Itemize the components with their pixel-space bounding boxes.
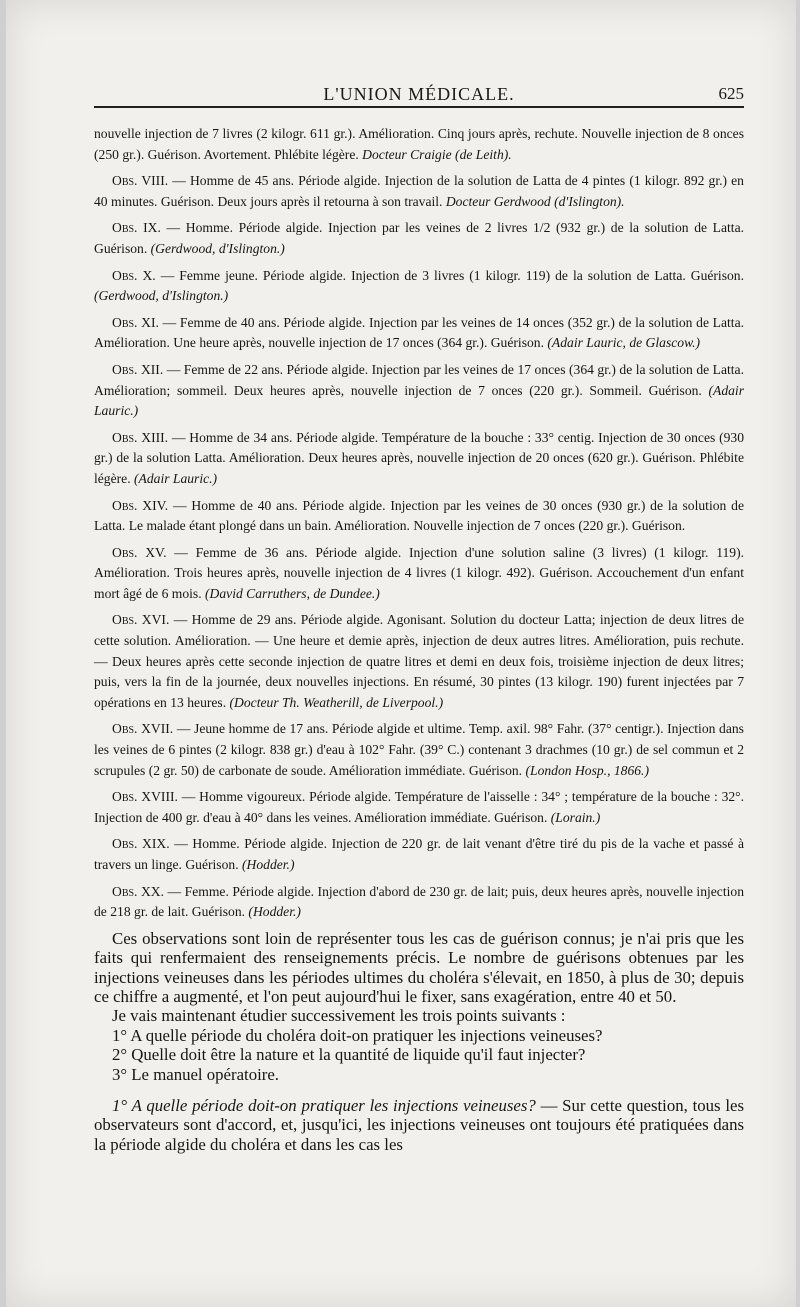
observation-reference: (Adair Lauric.) bbox=[134, 470, 218, 486]
observation-reference: (London Hosp., 1866.) bbox=[525, 762, 649, 778]
observation-label: Obs. XV. bbox=[112, 544, 167, 560]
observation-reference: (Adair Lauric.) bbox=[94, 382, 744, 419]
page-body bbox=[94, 124, 744, 1154]
observation-reference: (Gerdwood, d'Islington.) bbox=[150, 240, 285, 256]
observation-reference: (Hodder.) bbox=[242, 857, 295, 872]
observation-12: Obs. XII. — Femme de 22 ans. Période algide. Injection par les veines de 17 onces (364 gr.) de la solution de Latta. Amélioration; sommeil. Deux heures après, nouvelle injection de 7 onces (220 gr.). Sommeil. Guérison. (Adair Lauric.) bbox=[94, 361, 744, 419]
observation-19: Obs. XIX. — Homme. Période algide. Injection de 220 gr. de lait venant d'être tiré du pis de la vache et passé à travers un linge. Guérison. (Hodder.) bbox=[94, 836, 744, 872]
observation-18: Obs. XVIII. — Homme vigoureux. Période algide. Température de l'aisselle : 34° ; température de la bouche : 32°. Injection de 400 gr. d'eau à 40° dans les veines. Amélioration immédiate. Guérison. (Lorain.) bbox=[94, 789, 744, 825]
observation-reference: (Docteur Th. Weatherill, de Liverpool.) bbox=[229, 694, 444, 710]
observation-17: Obs. XVII. — Jeune homme de 17 ans. Période algide et ultime. Temp. axil. 98° Fahr. (37° centigr.). Injection dans les veines de 6 pintes (2 kilogr. 838 gr.) d'eau à 102° Fahr. (39° C.) contenant 3 drachmes (10 gr.) de sel commun et 2 scrupules (2 gr. 50) de carbonate de soude. Amélioration immédiate. Guérison. (London Hosp., 1866.) bbox=[94, 721, 744, 778]
observation-reference: Docteur Gerdwood (d'Islington). bbox=[445, 193, 625, 209]
observation-label: Obs. XX. bbox=[112, 883, 165, 899]
observation-13: Obs. XIII. — Homme de 34 ans. Période algide. Température de la bouche : 33° centig. Injection de 30 onces (930 gr.) de la solution Latta. Amélioration. Deux heures après, nouvelle injection de 20 onces (620 gr.). Guérison. Phlébite légère. (Adair Lauric.) bbox=[94, 429, 744, 486]
section-heading: 1° A quelle période doit-on pratiquer les injections veineuses? bbox=[112, 1096, 536, 1116]
running-header bbox=[94, 80, 744, 108]
observation-label: Obs. XIX. bbox=[112, 836, 170, 852]
points-intro: Je vais maintenant étudier successivement les trois points suivants : bbox=[112, 1006, 566, 1026]
observation-11: Obs. XI. — Femme de 40 ans. Période algide. Injection par les veines de 14 onces (352 gr.) de la solution de Latta. Amélioration. Une heure après, nouvelle injection de 17 onces (364 gr.). Guérison. (Adair Lauric, de Glascow.) bbox=[94, 314, 745, 351]
observation-16: Obs. XVI. — Homme de 29 ans. Période algide. Agonisant. Solution du docteur Latta; injection de deux litres de cette solution. Amélioration. — Une heure et demie après, injection de deux autres litres. Amélioration, puis rechute. — Deux heures après cette seconde injection de quatre litres et demi en deux fois, troisième injection de deux litres; puis, vers la fin de la journée, deux nouvelles injections. En résumé, 30 pintes (13 kilogr. 190) furent injectées par 7 opérations en 13 heures. (Docteur Th. Weatherill, de Liverpool.) bbox=[94, 612, 744, 710]
observation-label: Obs. X. bbox=[112, 267, 156, 283]
summary-paragraph: Ces observations sont loin de représenter tous les cas de guérison connus; je n'ai pris que les faits qui renfermaient des renseignements précis. Le nombre de guérisons obtenues par les injections veineuses dans les périodes ultimes du choléra s'élevait, en 1850, à plus de 30; depuis ce chiffre a augmenté, et l'on peut aujourd'hui le fixer, sans exagération, entre 40 et 50. bbox=[94, 928, 744, 1006]
observation-label: Obs. XVI. bbox=[112, 612, 170, 628]
observation-14: Obs. XIV. — Homme de 40 ans. Période algide. Injection par les veines de 30 onces (930 gr.) de la solution de Latta. Le malade étant plongé dans un bain. Amélioration. Nouvelle injection de 7 onces (220 gr.). Guérison. bbox=[94, 497, 744, 534]
observation-reference: (Hodder.) bbox=[248, 904, 301, 920]
point-2: 2° Quelle doit être la nature et la quantité de liquide qu'il faut injecter? bbox=[112, 1045, 586, 1065]
observation-label: Obs. XIII. bbox=[112, 429, 169, 445]
observations-list bbox=[94, 124, 744, 923]
observation-15: Obs. XV. — Femme de 36 ans. Période algide. Injection d'une solution saline (3 livres) (1 kilogr. 119). Amélioration. Trois heures après, nouvelle injection de 4 livres (1 kilogr. 492). Guérison. Accouchement d'un enfant mort âgé de 6 mois. (David Carruthers, de Dundee.) bbox=[94, 544, 745, 601]
book-page bbox=[6, 0, 796, 1307]
page-number: 625 bbox=[718, 84, 744, 103]
observation-reference: Docteur Craigie (de Leith). bbox=[362, 146, 512, 162]
observation-10: Obs. X. — Femme jeune. Période algide. Injection de 3 livres (1 kilogr. 119) de la solution de Latta. Guérison. (Gerdwood, d'Islington.) bbox=[94, 267, 744, 304]
observation-label: Obs. XI. bbox=[112, 314, 159, 330]
observation-label: Obs. XII. bbox=[112, 361, 164, 377]
point-1: 1° A quelle période du choléra doit-on pratiquer les injections veineuses? bbox=[112, 1025, 603, 1045]
section-text: — Sur cette question, tous les observateurs sont d'accord, et, jusqu'ici, les injections veineuses ont toujours été pratiquées dans la période algide du choléra et dans les cas les bbox=[94, 1096, 744, 1154]
section-paragraph bbox=[94, 1096, 744, 1154]
observation-label: Obs. XVII. bbox=[112, 721, 174, 737]
observation-label: Obs. XVIII. bbox=[112, 789, 178, 805]
journal-title: L'UNION MÉDICALE. bbox=[323, 84, 515, 104]
observation-reference: (Lorain.) bbox=[550, 809, 601, 825]
observation-label: Obs. XIV. bbox=[112, 497, 169, 513]
observation-reference: (Adair Lauric, de Glascow.) bbox=[547, 335, 701, 351]
observation-label: Obs. IX. bbox=[112, 220, 161, 236]
observation-label: Obs. VIII. bbox=[112, 173, 169, 189]
point-3: 3° Le manuel opératoire. bbox=[112, 1064, 279, 1084]
observation-8: Obs. VIII. — Homme de 45 ans. Période algide. Injection de la solution de Latta de 4 pintes (1 kilogr. 892 gr.) en 40 minutes. Guérison. Deux jours après il retourna à son travail. Docteur Gerdwood (d'Islington). bbox=[94, 173, 744, 209]
observation-reference: (David Carruthers, de Dundee.) bbox=[205, 585, 380, 601]
observation-9: Obs. IX. — Homme. Période algide. Injection par les veines de 2 livres 1/2 (932 gr.) de la solution de Latta. Guérison. (Gerdwood, d'Islington.) bbox=[94, 220, 744, 256]
observation-continued: nouvelle injection de 7 livres (2 kilogr. 611 gr.). Amélioration. Cinq jours après, rechute. Nouvelle injection de 8 onces (250 gr.). Guérison. Avortement. Phlébite légère. Docteur Craigie (de Leith). bbox=[94, 126, 744, 162]
observation-reference: (Gerdwood, d'Islington.) bbox=[94, 288, 229, 304]
observation-20: Obs. XX. — Femme. Période algide. Injection d'abord de 230 gr. de lait; puis, deux heures après, nouvelle injection de 218 gr. de lait. Guérison. (Hodder.) bbox=[94, 883, 744, 920]
main-text bbox=[94, 929, 744, 1154]
